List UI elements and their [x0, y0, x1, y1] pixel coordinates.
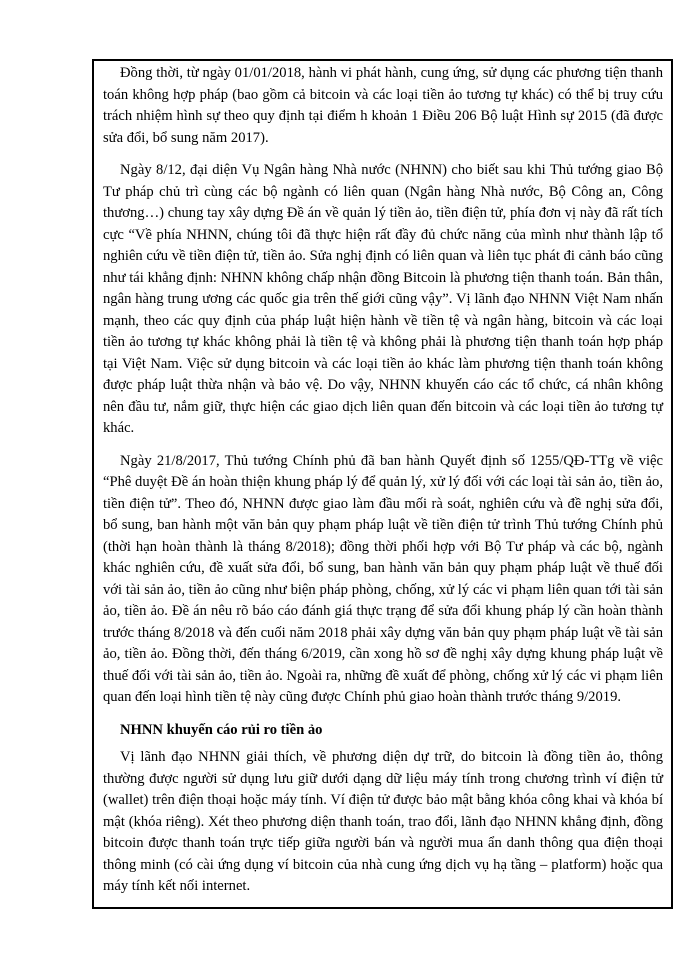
section-heading: NHNN khuyến cáo rủi ro tiền ảo: [120, 721, 323, 738]
document-body: [103, 63, 663, 909]
paragraph-bitcoin-explanation: Vị lãnh đạo NHNN giải thích, về phương diện dự trữ, do bitcoin là đồng tiền ảo, thông thường được người sử dụng lưu giữ dưới dạng dữ liệu máy tính trong chương trình ví điện tử (wallet) trên điện thoại hoặc máy tính. Ví điện tử được bảo mật bằng khóa công khai và khóa bí mật (khóa riêng). Xét theo phương diện thanh toán, trao đổi, lãnh đạo NHNN khẳng định, đồng bitcoin được thanh toán trực tiếp giữa người bán và người mua ẩn danh thông qua điện thoại thông minh (có cài ứng dụng ví bitcoin của nhà cung ứng dịch vụ hạ tầng – platform) hoặc qua máy tính kết nối internet.: [103, 749, 663, 894]
paragraph-sbv-position: Ngày 8/12, đại diện Vụ Ngân hàng Nhà nước (NHNN) cho biết sau khi Thủ tướng giao Bộ Tư pháp chủ trì cùng các bộ ngành có liên quan (Ngân hàng Nhà nước, Bộ Công an, Công thương…) chung tay xây dựng Đề án về quản lý tiền ảo, tiền điện tử, phía đơn vị này đã rất tích cực “Về phía NHNN, chúng tôi đã thực hiện rất đầy đủ chức năng của mình như thành lập tổ nghiên cứu về tiền điện tử, tiền ảo. Sửa nghị định có liên quan và liên tục phát đi cảnh báo cũng như tái khẳng định: NHNN không chấp nhận đồng Bitcoin là phương tiện thanh toán. Bản thân, ngân hàng trung ương các quốc gia trên thế giới cũng vậy”. Vị lãnh đạo NHNN Việt Nam nhấn mạnh, theo các quy định của pháp luật hiện hành về tiền tệ và ngân hàng, bitcoin và các loại tiền ảo tương tự khác không phải là tiền tệ và không phải là phương tiện thanh toán hợp pháp tại Việt Nam. Việc sử dụng bitcoin và các loại tiền ảo khác làm phương tiện thanh toán không được pháp luật thừa nhận và bảo vệ. Do vậy, NHNN khuyến cáo các tổ chức, cá nhân không nên đầu tư, nắm giữ, thực hiện các giao dịch liên quan đến bitcoin và các loại tiền ảo tương tự khác.: [103, 162, 663, 436]
paragraph-decision-1255: Ngày 21/8/2017, Thủ tướng Chính phủ đã ban hành Quyết định số 1255/QĐ-TTg về việc “Phê duyệt Đề án hoàn thiện khung pháp lý để quản lý, xử lý đối với các loại tài sản ảo, tiền ảo, tiền điện tử”. Theo đó, NHNN được giao làm đầu mối rà soát, nghiên cứu và đề nghị sửa đổi, bổ sung, ban hành một văn bản quy phạm pháp luật về tiền điện tử trình Thủ tướng Chính phủ (thời hạn hoàn thành là tháng 8/2018); đồng thời phối hợp với Bộ Tư pháp và các bộ, ngành khác nghiên cứu, đề xuất sửa đổi, bổ sung, ban hành văn bản quy phạm pháp luật về thuế đối với tài sản ảo, tiền ảo cũng như biện pháp phòng, chống, xử lý các vi phạm liên quan tới tài sản ảo, tiền ảo. Đề án nêu rõ báo cáo đánh giá thực trạng để sửa đổi khung pháp lý cần hoàn thành trước tháng 8/2018 và đến cuối năm 2018 phải xây dựng văn bản quy phạm pháp luật về tài sản ảo, tiền ảo. Đồng thời, đến tháng 6/2019, cần xong hồ sơ đề nghị xây dựng khung pháp luật về thuế đối với tài sản ảo, tiền ảo. Ngoài ra, những đề xuất để phòng, chống xử lý các vi phạm liên quan đến loại hình tiền tệ này cũng được Chính phủ giao hoàn thành trước tháng 9/2019.: [103, 452, 663, 705]
paragraph-criminal-liability: Đồng thời, từ ngày 01/01/2018, hành vi phát hành, cung ứng, sử dụng các phương tiện thanh toán không hợp pháp (bao gồm cả bitcoin và các loại tiền ảo tương tự khác) có thể bị truy cứu trách nhiệm hình sự theo quy định tại điểm h khoản 1 Điều 206 Bộ luật Hình sự 2015 (đã được sửa đổi, bổ sung năm 2017).: [103, 65, 663, 146]
